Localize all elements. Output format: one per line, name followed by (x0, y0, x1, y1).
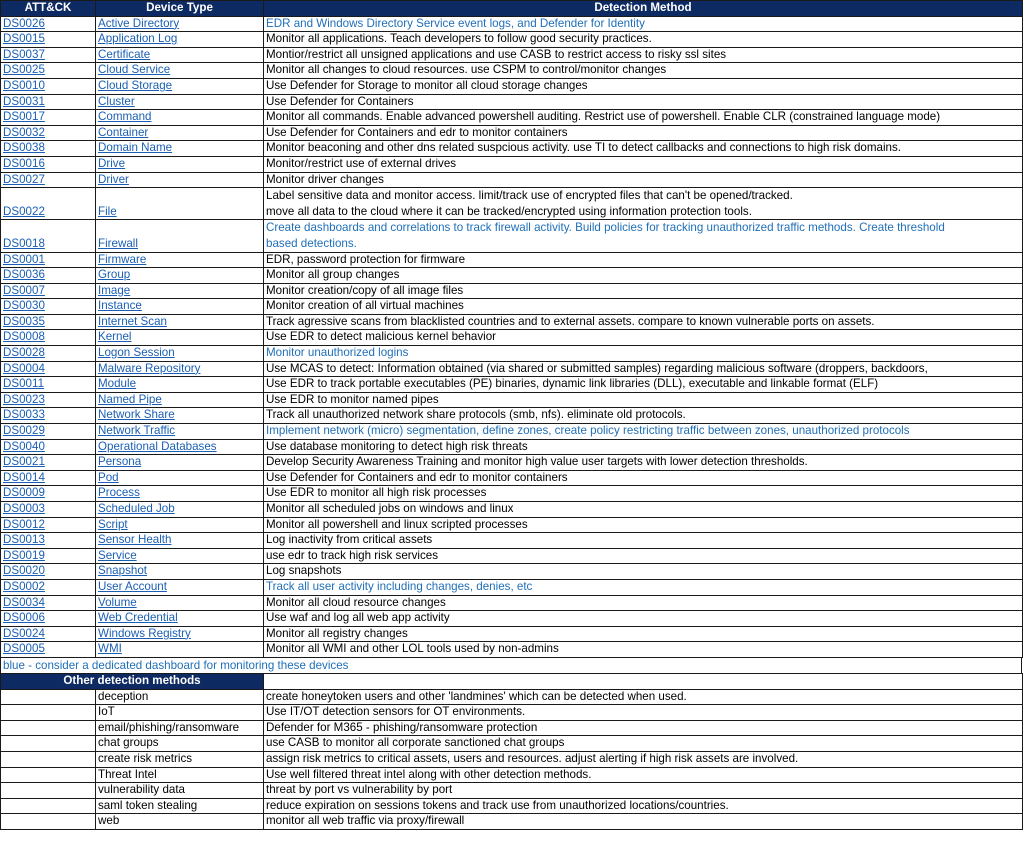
attck-id-cell (1, 548, 96, 564)
device-type-link[interactable]: Malware Repository (98, 361, 201, 375)
table-row (1, 47, 1023, 63)
other-method-name: chat groups (96, 736, 264, 752)
table-row (1, 16, 1023, 32)
other-method-row (1, 705, 1023, 721)
attck-id-link[interactable]: DS0031 (3, 94, 45, 108)
other-method-row (1, 767, 1023, 783)
detection-method-cell: Monitor unauthorized logins (264, 346, 1023, 362)
other-method-name: Threat Intel (96, 767, 264, 783)
attck-id-cell (1, 361, 96, 377)
header-device-type: Device Type (96, 1, 264, 17)
device-type-link[interactable]: Logon Session (98, 346, 175, 360)
device-type-cell (96, 283, 264, 299)
attck-id-cell (1, 94, 96, 110)
table-row (1, 314, 1023, 330)
attck-id-cell (1, 439, 96, 455)
other-method-row (1, 720, 1023, 736)
table-row (1, 156, 1023, 172)
attck-id-link[interactable]: DS0006 (3, 611, 45, 625)
attck-id-cell (1, 486, 96, 502)
detection-method-line: move all data to the cloud where it can be tracked/encrypted using information protection tools. (266, 204, 752, 218)
device-type-cell (96, 47, 264, 63)
detection-method-cell: Use EDR to detect malicious kernel behavior (264, 330, 1023, 346)
detection-method-cell (264, 188, 1023, 220)
detection-method-cell: Track agressive scans from blacklisted countries and to external assets. compare to known vulnerable ports on assets. (264, 314, 1023, 330)
device-type-link[interactable]: User Account (98, 579, 167, 593)
attck-id-cell (1, 47, 96, 63)
attck-id-cell (1, 408, 96, 424)
attck-id-link[interactable]: DS0004 (3, 361, 45, 375)
attck-id-cell (1, 156, 96, 172)
attck-id-cell (1, 32, 96, 48)
table-row (1, 626, 1023, 642)
table-row (1, 141, 1023, 157)
other-method-row (1, 814, 1023, 830)
detection-method-cell: EDR, password protection for firmware (264, 252, 1023, 268)
attck-id-link[interactable]: DS0034 (3, 595, 45, 609)
other-header-row (1, 673, 1023, 689)
device-type-cell (96, 517, 264, 533)
device-type-cell (96, 377, 264, 393)
device-type-link[interactable]: Drive (98, 156, 126, 170)
header-row (1, 1, 1023, 17)
other-methods-heading: Other detection methods (1, 673, 264, 689)
table-row (1, 392, 1023, 408)
attck-id-link[interactable]: DS0010 (3, 78, 45, 92)
device-type-link[interactable]: Driver (98, 172, 129, 186)
device-type-link[interactable]: Scheduled Job (98, 502, 175, 515)
attck-id-cell (1, 283, 96, 299)
device-type-link[interactable]: Firewall (98, 236, 138, 250)
table-row (1, 470, 1023, 486)
device-type-link[interactable]: Group (98, 268, 131, 282)
device-type-link[interactable]: Web Credential (98, 611, 178, 625)
detection-method-cell: Monitor all powershell and linux scripted processes (264, 517, 1023, 533)
detection-method-cell: Use Defender for Storage to monitor all cloud storage changes (264, 78, 1023, 94)
attck-id-cell (1, 110, 96, 126)
attck-id-link[interactable]: DS0017 (3, 110, 45, 124)
detection-method-cell: Monitor/restrict use of external drives (264, 156, 1023, 172)
table-row (1, 78, 1023, 94)
table-row (1, 220, 1023, 252)
detection-method-cell: Monitor all cloud resource changes (264, 595, 1023, 611)
device-type-link[interactable]: Snapshot (98, 564, 147, 578)
attck-id-link[interactable]: DS0015 (3, 32, 45, 46)
other-method-description: assign risk metrics to critical assets, users and resources. adjust alerting if high risk assets are involved. (264, 751, 1023, 767)
device-type-cell (96, 78, 264, 94)
attck-id-cell (1, 220, 96, 252)
device-type-link[interactable]: Module (98, 377, 137, 391)
table-row (1, 110, 1023, 126)
attck-id-cell (1, 330, 96, 346)
device-type-cell (96, 156, 264, 172)
attck-id-link[interactable]: DS0023 (3, 392, 45, 406)
attck-id-cell (1, 455, 96, 471)
device-type-cell (96, 439, 264, 455)
attck-id-link[interactable]: DS0037 (3, 47, 45, 61)
attck-id-link[interactable]: DS0020 (3, 564, 45, 578)
other-method-row (1, 751, 1023, 767)
attck-id-cell (1, 533, 96, 549)
attck-id-cell (1, 268, 96, 284)
blank-cell (1, 798, 96, 814)
attck-id-link[interactable]: DS0033 (3, 408, 45, 422)
other-method-description: create honeytoken users and other 'landmines' which can be detected when used. (264, 689, 1023, 705)
attck-id-link[interactable]: DS0029 (3, 424, 45, 438)
attck-id-link[interactable]: DS0016 (3, 156, 45, 170)
device-type-cell (96, 220, 264, 252)
device-type-link[interactable]: Command (98, 110, 152, 124)
attck-id-link[interactable]: DS0019 (3, 548, 45, 562)
blank-cell (1, 814, 96, 830)
attck-id-link[interactable]: DS0032 (3, 125, 45, 139)
detection-method-line: based detections. (266, 236, 357, 250)
device-type-link[interactable]: WMI (98, 642, 122, 656)
attck-id-cell (1, 252, 96, 268)
detection-method-cell: Monitor creation of all virtual machines (264, 299, 1023, 315)
device-type-link[interactable]: Application Log (98, 32, 178, 46)
other-method-description: threat by port vs vulnerability by port (264, 783, 1023, 799)
device-type-link[interactable]: Cloud Service (98, 63, 171, 77)
other-method-description: reduce expiration on sessions tokens and track use from unauthorized locations/countries. (264, 798, 1023, 814)
device-type-link[interactable]: Network Traffic (98, 424, 176, 438)
other-method-name: deception (96, 689, 264, 705)
device-type-cell (96, 188, 264, 220)
detection-method-cell: EDR and Windows Directory Service event logs, and Defender for Identity (264, 16, 1023, 32)
detection-method-cell: Use EDR to track portable executables (PE) binaries, dynamic link libraries (DLL), executable and linkable format (ELF) (264, 377, 1023, 393)
device-type-cell (96, 16, 264, 32)
table-row (1, 533, 1023, 549)
table-row (1, 32, 1023, 48)
table-row (1, 455, 1023, 471)
detection-method-cell: Monitor all changes to cloud resources. use CSPM to control/monitor changes (264, 63, 1023, 79)
device-type-cell (96, 330, 264, 346)
table-row (1, 486, 1023, 502)
device-type-cell (96, 424, 264, 440)
device-type-cell (96, 564, 264, 580)
detection-method-cell: Implement network (micro) segmentation, define zones, create policy restricting traffic between zones, unauthorized protocols (264, 424, 1023, 440)
table-row (1, 330, 1023, 346)
detection-method-line: Label sensitive data and monitor access. limit/track use of encrypted files that can't be opened/tracked. (266, 189, 793, 203)
table-row (1, 188, 1023, 220)
device-type-link[interactable]: Container (98, 125, 149, 139)
attck-id-cell (1, 626, 96, 642)
attck-id-link[interactable]: DS0024 (3, 626, 45, 640)
device-type-cell (96, 533, 264, 549)
device-type-link[interactable]: Named Pipe (98, 392, 162, 406)
device-type-cell (96, 595, 264, 611)
other-method-row (1, 798, 1023, 814)
blank-cell (1, 767, 96, 783)
attck-id-cell (1, 141, 96, 157)
device-type-cell (96, 470, 264, 486)
attck-id-link[interactable]: DS0003 (3, 502, 45, 515)
device-type-link[interactable]: Cluster (98, 94, 135, 108)
header-detection-method: Detection Method (264, 1, 1023, 17)
other-method-name: web (96, 814, 264, 830)
device-type-cell (96, 502, 264, 518)
attck-id-cell (1, 424, 96, 440)
device-type-link[interactable]: Image (98, 283, 131, 297)
device-type-cell (96, 172, 264, 188)
device-type-link[interactable]: Firmware (98, 252, 147, 266)
attck-id-link[interactable]: DS0007 (3, 283, 45, 297)
detection-method-cell: Monitor all registry changes (264, 626, 1023, 642)
detection-method-cell: Monitor beaconing and other dns related suspcious activity. use TI to detect callbacks and connections to high risk domains. (264, 141, 1023, 157)
detection-method-cell: use edr to track high risk services (264, 548, 1023, 564)
device-type-cell (96, 579, 264, 595)
attck-id-link[interactable]: DS0038 (3, 141, 45, 155)
table-row (1, 299, 1023, 315)
blank-cell (1, 689, 96, 705)
device-type-cell (96, 346, 264, 362)
table-row (1, 361, 1023, 377)
other-methods-table (0, 673, 1023, 830)
attck-id-link[interactable]: DS0012 (3, 517, 45, 531)
legend-note: blue - consider a dedicated dashboard for monitoring these devices (0, 658, 1022, 673)
detection-method-cell: Log inactivity from critical assets (264, 533, 1023, 549)
other-method-name: vulnerability data (96, 783, 264, 799)
detection-method-cell: Monitor driver changes (264, 172, 1023, 188)
attck-id-cell (1, 63, 96, 79)
device-type-cell (96, 252, 264, 268)
blank-cell (1, 720, 96, 736)
detection-method-cell: Monitor creation/copy of all image files (264, 283, 1023, 299)
table-row (1, 125, 1023, 141)
attck-id-cell (1, 346, 96, 362)
table-row (1, 252, 1023, 268)
table-row (1, 611, 1023, 627)
other-method-row (1, 783, 1023, 799)
device-type-link[interactable]: Pod (98, 470, 119, 484)
device-type-cell (96, 299, 264, 315)
detection-method-cell: Monitor all scheduled jobs on windows and linux (264, 502, 1023, 518)
device-type-cell (96, 63, 264, 79)
table-row (1, 424, 1023, 440)
attck-id-link[interactable]: DS0022 (3, 204, 45, 218)
other-method-row (1, 736, 1023, 752)
detection-method-line: Create dashboards and correlations to track firewall activity. Build policies for tracking unauthorized traffic methods. Create threshold (266, 221, 945, 235)
table-row (1, 548, 1023, 564)
attck-id-cell (1, 188, 96, 220)
device-type-link[interactable]: Domain Name (98, 141, 173, 155)
device-type-cell (96, 141, 264, 157)
device-type-link[interactable]: Instance (98, 299, 142, 313)
attck-id-link[interactable]: DS0018 (3, 236, 45, 250)
device-type-cell (96, 642, 264, 658)
other-method-description: monitor all web traffic via proxy/firewall (264, 814, 1023, 830)
detection-method-cell: Use MCAS to detect: Information obtained (via shared or submitted samples) regarding malicious software (droppers, backdoors, (264, 361, 1023, 377)
device-type-link[interactable]: Operational Databases (98, 439, 217, 453)
detection-method-cell: Use database monitoring to detect high risk threats (264, 439, 1023, 455)
device-type-cell (96, 361, 264, 377)
detection-method-cell: Use EDR to monitor named pipes (264, 392, 1023, 408)
table-row (1, 283, 1023, 299)
detection-method-cell: Track all unauthorized network share protocols (smb, nfs). eliminate old protocols. (264, 408, 1023, 424)
attck-id-link[interactable]: DS0040 (3, 439, 45, 453)
table-row (1, 346, 1023, 362)
device-type-cell (96, 94, 264, 110)
detection-method-cell: Develop Security Awareness Training and monitor high value user targets with lower detection thresholds. (264, 455, 1023, 471)
detection-method-cell (264, 220, 1023, 252)
device-type-link[interactable]: Kernel (98, 330, 132, 344)
device-type-link[interactable]: File (98, 204, 117, 218)
other-method-description: Use well filtered threat intel along with other detection methods. (264, 767, 1023, 783)
table-row (1, 564, 1023, 580)
attck-id-link[interactable]: DS0025 (3, 63, 45, 77)
detection-method-cell: Monitor all applications. Teach developers to follow good security practices. (264, 32, 1023, 48)
device-type-cell (96, 125, 264, 141)
attck-id-link[interactable]: DS0028 (3, 346, 45, 360)
table-row (1, 642, 1023, 658)
other-method-name: create risk metrics (96, 751, 264, 767)
attck-id-link[interactable]: DS0002 (3, 579, 45, 593)
attck-id-link[interactable]: DS0035 (3, 314, 45, 328)
device-type-cell (96, 611, 264, 627)
detection-method-cell: Monitor all group changes (264, 268, 1023, 284)
other-method-name: saml token stealing (96, 798, 264, 814)
table-row (1, 94, 1023, 110)
attck-id-cell (1, 377, 96, 393)
table-row (1, 517, 1023, 533)
detection-method-cell: Montior/restrict all unsigned applications and use CASB to restrict access to risky ssl sites (264, 47, 1023, 63)
device-type-cell (96, 392, 264, 408)
table-row (1, 579, 1023, 595)
attck-id-cell (1, 78, 96, 94)
header-attck: ATT&CK (1, 1, 96, 17)
table-row (1, 268, 1023, 284)
attck-id-cell (1, 125, 96, 141)
attck-id-link[interactable]: DS0014 (3, 470, 45, 484)
attck-id-cell (1, 564, 96, 580)
attck-id-link[interactable]: DS0001 (3, 252, 45, 266)
attck-id-cell (1, 595, 96, 611)
device-type-cell (96, 548, 264, 564)
attck-id-link[interactable]: DS0013 (3, 533, 45, 547)
attck-id-link[interactable]: DS0036 (3, 268, 45, 282)
attck-id-cell (1, 299, 96, 315)
other-method-name: IoT (96, 705, 264, 721)
attck-id-cell (1, 502, 96, 518)
table-row (1, 172, 1023, 188)
device-type-link[interactable]: Internet Scan (98, 314, 167, 328)
detection-method-cell: Use Defender for Containers (264, 94, 1023, 110)
device-type-cell (96, 268, 264, 284)
blank-cell (1, 751, 96, 767)
attck-id-link[interactable]: DS0005 (3, 642, 45, 656)
device-type-link[interactable]: Persona (98, 455, 142, 469)
attck-id-link[interactable]: DS0021 (3, 455, 45, 469)
detection-method-cell: Track all user activity including changes, denies, etc (264, 579, 1023, 595)
other-method-row (1, 689, 1023, 705)
detection-method-cell: Use waf and log all web app activity (264, 611, 1023, 627)
device-type-link[interactable]: Cloud Storage (98, 78, 173, 92)
detection-method-cell: Use Defender for Containers and edr to monitor containers (264, 125, 1023, 141)
device-type-cell (96, 314, 264, 330)
detection-method-cell: Use Defender for Containers and edr to monitor containers (264, 470, 1023, 486)
attck-id-link[interactable]: DS0011 (3, 377, 45, 391)
device-type-link[interactable]: Active Directory (98, 16, 180, 30)
blank-cell (1, 783, 96, 799)
table-row (1, 502, 1023, 518)
detection-method-cell: Log snapshots (264, 564, 1023, 580)
device-type-link[interactable]: Certificate (98, 47, 151, 61)
attck-id-cell (1, 314, 96, 330)
device-type-link[interactable]: Script (98, 517, 128, 531)
attck-id-cell (1, 470, 96, 486)
device-type-cell (96, 455, 264, 471)
detection-method-cell: Use EDR to monitor all high risk processes (264, 486, 1023, 502)
device-type-link[interactable]: Network Share (98, 408, 175, 422)
attck-id-cell (1, 642, 96, 658)
detection-method-cell: Monitor all commands. Enable advanced powershell auditing. Restrict use of powershell. Enable CLR (constrained language mode) (264, 110, 1023, 126)
table-row (1, 63, 1023, 79)
device-type-link[interactable]: Process (98, 486, 140, 500)
blank-cell (1, 736, 96, 752)
device-type-link[interactable]: Service (98, 548, 137, 562)
attck-id-cell (1, 611, 96, 627)
device-type-cell (96, 408, 264, 424)
attck-id-link[interactable]: DS0009 (3, 486, 45, 500)
device-type-cell (96, 110, 264, 126)
attck-id-link[interactable]: DS0030 (3, 299, 45, 313)
table-row (1, 408, 1023, 424)
device-type-link[interactable]: Sensor Health (98, 533, 172, 547)
table-row (1, 595, 1023, 611)
attck-id-cell (1, 517, 96, 533)
table-row (1, 439, 1023, 455)
attck-id-cell (1, 16, 96, 32)
other-method-name: email/phishing/ransomware (96, 720, 264, 736)
table-row (1, 377, 1023, 393)
attck-id-link[interactable]: DS0027 (3, 172, 45, 186)
attck-id-link[interactable]: DS0008 (3, 330, 45, 344)
device-type-link[interactable]: Volume (98, 595, 137, 609)
other-method-description: Defender for M365 - phishing/ransomware protection (264, 720, 1023, 736)
other-method-description: use CASB to monitor all corporate sanctioned chat groups (264, 736, 1023, 752)
attck-id-cell (1, 172, 96, 188)
device-type-link[interactable]: Windows Registry (98, 626, 191, 640)
other-method-description: Use IT/OT detection sensors for OT environments. (264, 705, 1023, 721)
blank-cell (1, 705, 96, 721)
attck-id-cell (1, 392, 96, 408)
detection-method-cell: Monitor all WMI and other LOL tools used by non-admins (264, 642, 1023, 658)
device-type-cell (96, 32, 264, 48)
attck-id-cell (1, 579, 96, 595)
attck-id-link[interactable]: DS0026 (3, 16, 45, 30)
device-type-cell (96, 486, 264, 502)
device-type-cell (96, 626, 264, 642)
other-header-blank (264, 673, 1023, 689)
